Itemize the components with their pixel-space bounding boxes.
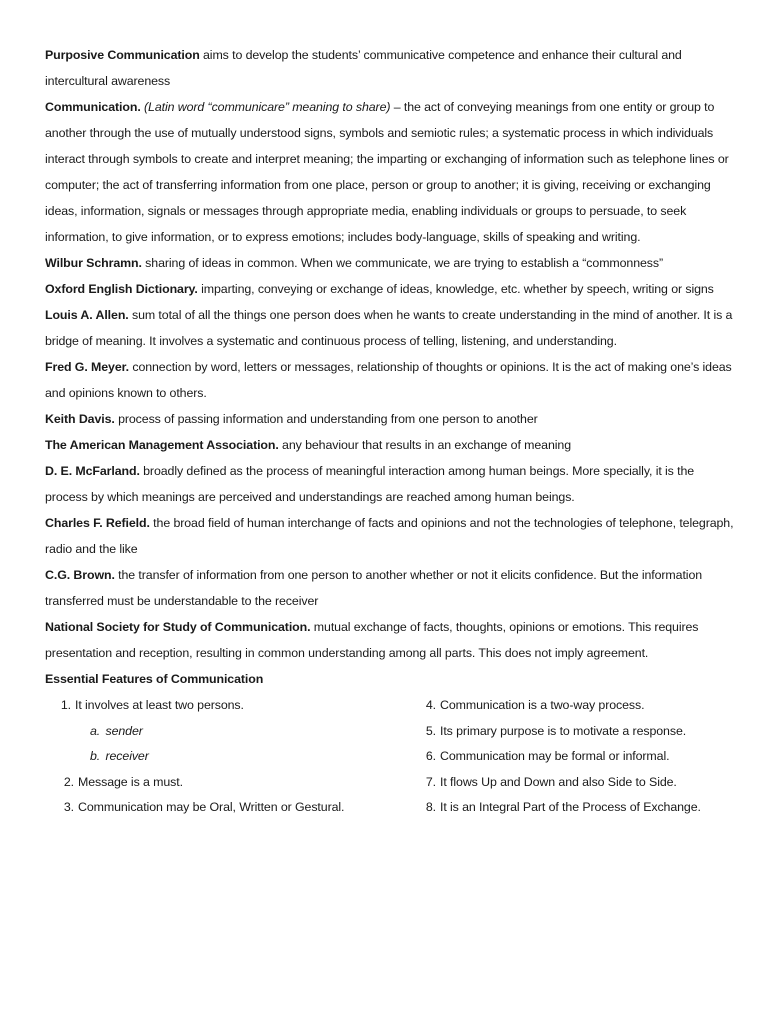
feature-number: 3. — [63, 800, 74, 815]
definition-author: The American Management Association. — [45, 438, 279, 452]
definition-author: Charles F. Refield. — [45, 516, 150, 530]
features-column-right — [420, 692, 740, 820]
features-heading: Essential Features of Communication — [45, 672, 264, 686]
feature-text: It involves at least two persons. — [75, 698, 244, 712]
feature-number: 6. — [425, 749, 436, 764]
definition-schramn — [45, 250, 735, 276]
definition-text: sharing of ideas in common. When we communicate, we are trying to establish a “commonness” — [141, 256, 664, 270]
definition-text: any behaviour that results in an exchange of meaning — [278, 438, 571, 452]
feature-number: 7. — [425, 774, 436, 789]
definition-text: mutual exchange of facts, thoughts, opinions or emotions. This requires presentation and reception, resulting in common understanding among all parts. This does not imply agreement. — [45, 620, 699, 660]
subitem-text: sender — [105, 723, 143, 738]
feature-item-7 — [420, 769, 740, 795]
subitem-letter: b. — [90, 749, 101, 764]
feature-text: It is an Integral Part of the Process of Exchange. — [440, 800, 701, 815]
intro-text: aims to develop the students’ communicative competence and enhance their cultural and intercultural awareness — [45, 48, 682, 88]
communication-term: Communication. — [45, 100, 141, 114]
feature-item-4 — [420, 692, 740, 718]
definition-oxford — [45, 276, 735, 302]
feature-text: Message is a must. — [78, 774, 183, 789]
document-page — [45, 42, 735, 822]
feature-item-5 — [420, 718, 740, 744]
definition-text: the transfer of information from one person to another whether or not it elicits confidence. But the information transferred must be understandable to the receiver — [45, 568, 703, 608]
definition-text: process of passing information and understanding from one person to another — [114, 412, 538, 426]
feature-item-6 — [420, 743, 740, 769]
feature-subitem-b — [45, 743, 405, 769]
definition-text: imparting, conveying or exchange of ideas, knowledge, etc. whether by speech, writing or signs — [197, 282, 714, 296]
definition-author: Fred G. Meyer. — [45, 360, 129, 374]
feature-number: 5. — [425, 723, 436, 738]
subitem-text: receiver — [105, 749, 149, 764]
feature-text: It flows Up and Down and also Side to Side. — [440, 774, 677, 789]
subitem-letter: a. — [90, 723, 101, 738]
feature-number: 2. — [63, 774, 74, 789]
communication-text: – the act of conveying meanings from one entity or group to another through the use of mutually understood signs, symbols and semiotic rules; a systematic process in which individuals interact through symbols to create and interpret meaning; the imparting or exchanging of information such as telephone lines or computer; the act of transferring information from one place, person or group to another; it is giving, receiving or exchanging ideas, information, signals or messages through appropriate media, enabling individuals or groups to persuade, to seek information, to give information, or to express emotions; includes body-language, skills of speaking and writing. — [45, 100, 729, 244]
intro-paragraph — [45, 42, 735, 94]
definition-mcfarland — [45, 458, 735, 510]
definition-text: the broad field of human interchange of facts and opinions and not the technologies of telephone, telegraph, radio and the like — [45, 516, 734, 556]
latin-origin: (Latin word “communicare” meaning to share) — [144, 100, 391, 114]
definition-author: Oxford English Dictionary. — [45, 282, 198, 296]
definition-allen — [45, 302, 735, 354]
feature-item-3 — [45, 794, 405, 820]
definition-text: broadly defined as the process of meaningful interaction among human beings. More specially, it is the process by which meanings are perceived and understandings are reached among human beings. — [45, 464, 695, 504]
feature-text: Communication is a two-way process. — [440, 698, 645, 712]
definition-text: connection by word, letters or messages, relationship of thoughts or opinions. It is the act of making one’s ideas and opinions known to others. — [45, 360, 732, 400]
feature-item-8 — [420, 794, 740, 820]
feature-text: Communication may be Oral, Written or Gestural. — [78, 800, 345, 815]
feature-number: 1. — [60, 698, 71, 712]
feature-number: 4. — [425, 698, 436, 712]
definition-refield — [45, 510, 735, 562]
feature-item-2 — [45, 769, 405, 795]
definition-text: sum total of all the things one person does when he wants to create understanding in the mind of another. It is a bridge of meaning. It involves a systematic and continuous process of telling, listening, and understanding. — [45, 308, 733, 348]
intro-term: Purposive Communication — [45, 48, 200, 62]
definition-author: Wilbur Schramn. — [45, 256, 142, 270]
definition-author: D. E. McFarland. — [45, 464, 140, 478]
definition-meyer — [45, 354, 735, 406]
features-list — [45, 692, 735, 822]
feature-text: Its primary purpose is to motivate a response. — [440, 723, 687, 738]
communication-definition — [45, 94, 735, 250]
definition-brown — [45, 562, 735, 614]
definition-author: National Society for Study of Communication. — [45, 620, 311, 634]
definition-ama — [45, 432, 735, 458]
definition-davis — [45, 406, 735, 432]
definition-author: Louis A. Allen. — [45, 308, 129, 322]
feature-text: Communication may be formal or informal. — [440, 749, 670, 764]
definition-nssc — [45, 614, 735, 666]
feature-item-1 — [45, 692, 405, 718]
features-column-left — [45, 692, 405, 820]
feature-number: 8. — [425, 800, 436, 815]
definition-author: Keith Davis. — [45, 412, 115, 426]
feature-subitem-a — [45, 718, 405, 744]
definition-author: C.G. Brown. — [45, 568, 115, 582]
